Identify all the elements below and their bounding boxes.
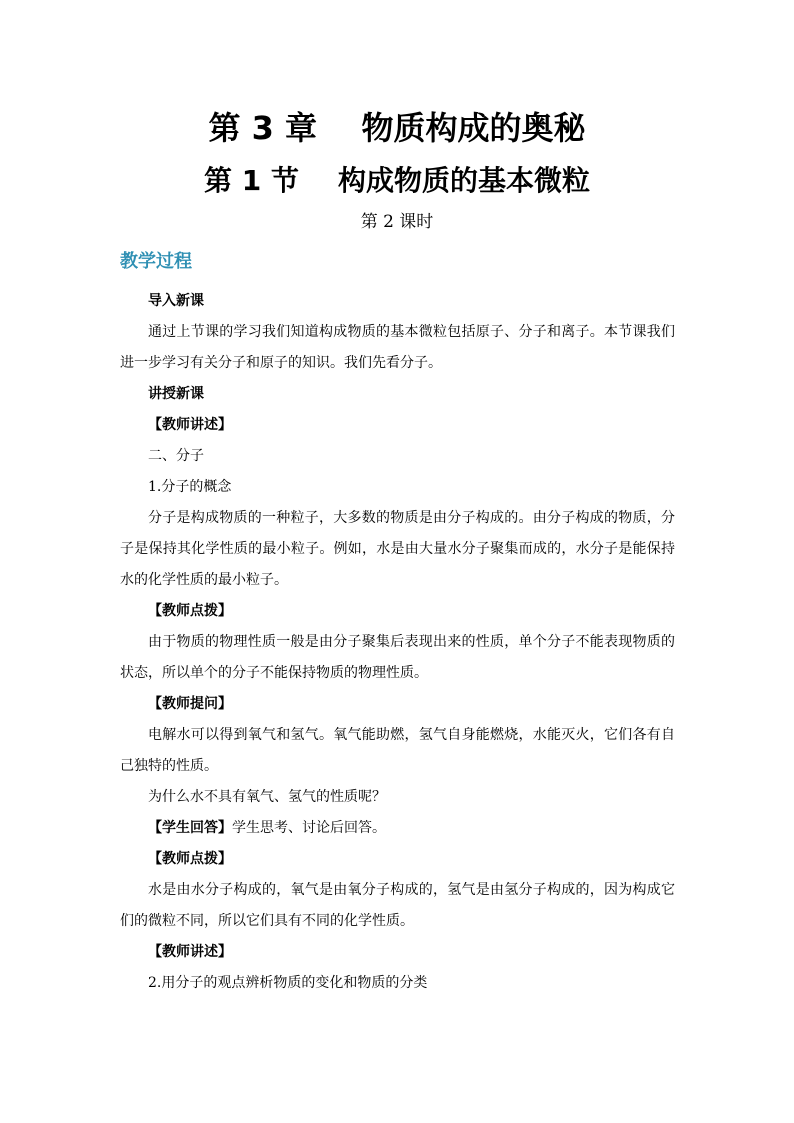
concept-paragraph: 分子是构成物质的一种粒子，大多数的物质是由分子构成的。由分子构成的物质，分子是保持其化学性质的最小粒子。例如，水是由大量水分子聚集而成的，水分子是能保持水的化学性质的最小粒子。: [120, 510, 675, 588]
hint-paragraph: 由于物质的物理性质一般是由分子聚集后表现出来的性质，单个分子不能表现物质的状态，所以单个的分子不能保持物质的物理性质。: [120, 634, 675, 681]
concept-title: 1.分子的概念: [148, 479, 232, 495]
teacher-explain-label-2: 【教师讲述】: [148, 944, 232, 960]
teacher-hint-label: 【教师点拨】: [148, 603, 232, 619]
teacher-hint-label-2: 【教师点拨】: [148, 851, 232, 867]
lesson-number: 第 2 课时: [360, 212, 434, 232]
hint-paragraph-2: 水是由水分子构成的，氧气是由氧分子构成的，氢气是由氢分子构成的，因为构成它们的微粒不同，所以它们具有不同的化学性质。: [120, 882, 675, 929]
teacher-question-label: 【教师提问】: [148, 696, 232, 712]
intro-paragraph: 通过上节课的学习我们知道构成物质的基本微粒包括原子、分子和离子。本节课我们进一步学习有关分子和原子的知识。我们先看分子。: [120, 324, 675, 371]
new-lesson-label: 讲授新课: [148, 386, 204, 402]
section-title: 第 1 节 构成物质的基本微粒: [204, 164, 590, 197]
teacher-explain-label: 【教师讲述】: [148, 417, 232, 433]
student-answer-text: 学生思考、讨论后回答。: [232, 820, 386, 836]
lesson-body: [120, 286, 675, 999]
teaching-process-heading: 教学过程: [120, 251, 192, 272]
intro-label: 导入新课: [148, 293, 204, 309]
student-answer-line: [120, 813, 675, 844]
question-paragraph: 电解水可以得到氧气和氢气。氧气能助燃，氢气自身能燃烧，水能灭火，它们各有自己独特的性质。: [120, 727, 675, 774]
question-paragraph-2: 为什么水不具有氧气、氢气的性质呢？: [148, 789, 386, 805]
chapter-title: 第 3 章 物质构成的奥秘: [208, 109, 586, 147]
section-two-heading: 二、分子: [148, 448, 204, 464]
student-answer-label: 【学生回答】: [148, 820, 232, 836]
item-two-heading: 2.用分子的观点辨析物质的变化和物质的分类: [148, 975, 428, 991]
